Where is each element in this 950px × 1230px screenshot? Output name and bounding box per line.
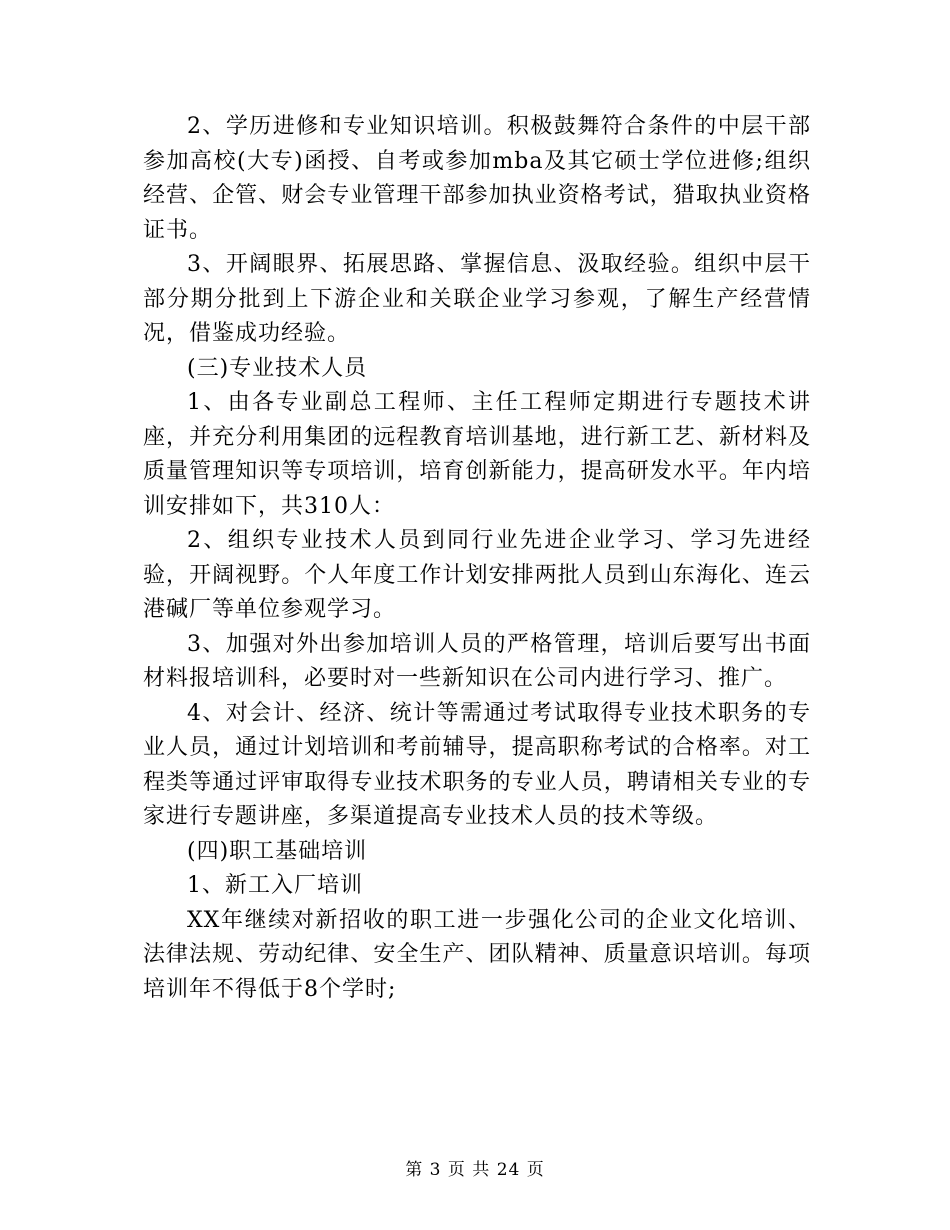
page-footer [0,1155,950,1180]
paragraph-training-management: 3、加强对外出参加培训人员的严格管理，培训后要写出书面材料报培训科，必要时对一些新知识在公司内进行学习、推广。 [143,631,811,691]
paragraph-education-training: 2、学历进修和专业知识培训。积极鼓舞符合条件的中层干部参加高校(大专)函授、自考或参加mba及其它硕士学位进修;组织经营、企管、财会专业管理干部参加执业资格考试，猎取执业资格证书。 [143,114,811,243]
section-heading-technical-staff: (三)专业技术人员 [187,355,368,381]
document-body [143,110,811,1007]
paragraph-technical-lectures: 1、由各专业副总工程师、主任工程师定期进行专题技术讲座，并充分利用集团的远程教育培训基地，进行新工艺、新材料及质量管理知识等专项培训，培育创新能力，提高研发水平。年内培训安排如下，共310人： [143,390,811,519]
paragraph-broaden-horizons: 3、开阔眼界、拓展思路、掌握信息、汲取经验。组织中层干部分期分批到上下游企业和关联企业学习参观，了解生产经营情况，借鉴成功经验。 [143,252,811,346]
subheading-new-employee-training: 1、新工入厂培训 [187,873,363,898]
paragraph-professional-qualification: 4、对会计、经济、统计等需通过考试取得专业技术职务的专业人员，通过计划培训和考前辅导，提高职称考试的合格率。对工程类等通过评审取得专业技术职务的专业人员，聘请相关专业的专家进行专题讲座，多渠道提高专业技术人员的技术等级。 [143,700,811,829]
page-number-label: 第 3 页 共 24 页 [405,1160,545,1180]
paragraph-industry-visits: 2、组织专业技术人员到同行业先进企业学习、学习先进经验，开阔视野。个人年度工作计划安排两批人员到山东海化、连云港碱厂等单位参观学习。 [143,528,811,622]
section-heading-basic-training: (四)职工基础培训 [187,838,368,864]
paragraph-new-employee-details: XX年继续对新招收的职工进一步强化公司的企业文化培训、法律法规、劳动纪律、安全生产、团队精神、质量意识培训。每项培训年不得低于8个学时; [143,907,811,1002]
